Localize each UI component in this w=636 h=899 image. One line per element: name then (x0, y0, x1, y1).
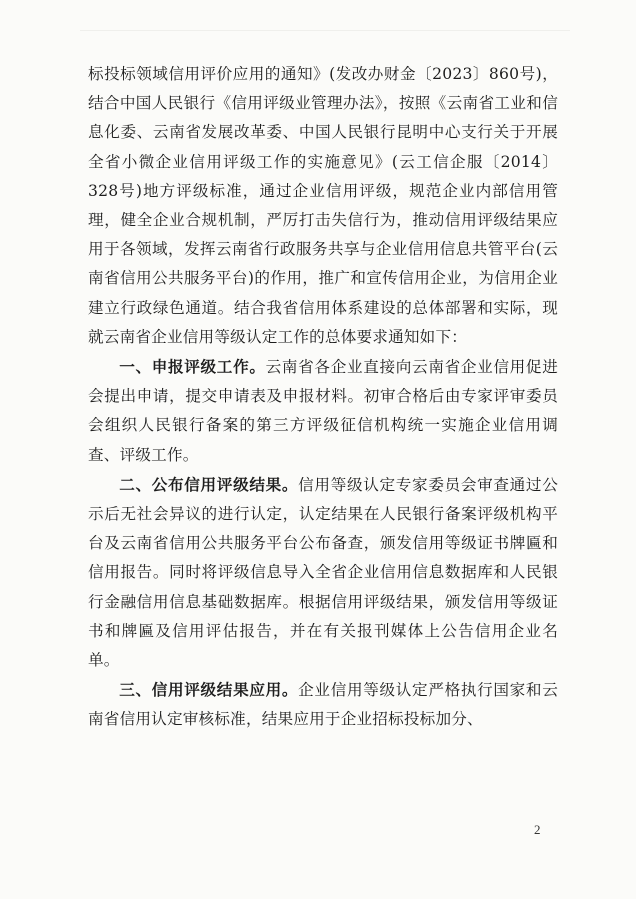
document-body (88, 60, 558, 735)
section-2-heading: 二、公布信用评级结果。 (119, 474, 299, 494)
section-1-heading: 一、申报评级工作。 (119, 357, 266, 377)
section-2-paragraph (88, 470, 558, 675)
section-1-body: 云南省各企业直接向云南省企业信用促进会提出申请，提交申请表及申报材料。初审合格后由专家评审委员会组织人民银行备案的第三方评级征信机构统一实施企业信用调查、评级工作。 (88, 358, 558, 464)
section-3-paragraph (88, 675, 558, 734)
section-2-body: 信用等级认定专家委员会审查通过公示后无社会异议的进行认定，认定结果在人民银行备案评级机构平台及云南省信用公共服务平台公布备查，颁发信用等级证书牌匾和信用报告。同时将评级信息导入全省企业信用信息数据库和人民银行金融信用信息基础数据库。根据信用评级结果，颁发信用等级证书和牌匾及信用评估报告，并在有关报刊媒体上公告信用企业名单。 (88, 475, 558, 670)
section-3-body: 企业信用等级认定严格执行国家和云南省信用认定审核标准，结果应用于企业招标投标加分、 (88, 681, 558, 729)
section-3-heading: 三、信用评级结果应用。 (119, 680, 299, 700)
section-1-paragraph (88, 352, 558, 470)
page-number: 2 (534, 822, 541, 837)
scan-edge-line (80, 30, 570, 31)
intro-paragraph: 标投标领域信用评价应用的通知》(发改办财金〔2023〕860号)，结合中国人民银行《信用评级业管理办法》，按照《云南省工业和信息化委、云南省发展改革委、中国人民银行昆明中心支行关于开展全省小微企业信用评级工作的实施意见》(云工信企服〔2014〕328号)地方评级标准，通过企业信用评级，规范企业内部信用管理，健全企业合规机制，严厉打击失信行为，推动信用评级结果应用于各领域，发挥云南省行政服务共享与企业信用信息共管平台(云南省信用公共服务平台)的作用，推广和宣传信用企业，为信用企业建立行政绿色通道。结合我省信用体系建设的总体部署和实际，现就云南省企业信用等级认定工作的总体要求通知如下： (88, 65, 558, 346)
